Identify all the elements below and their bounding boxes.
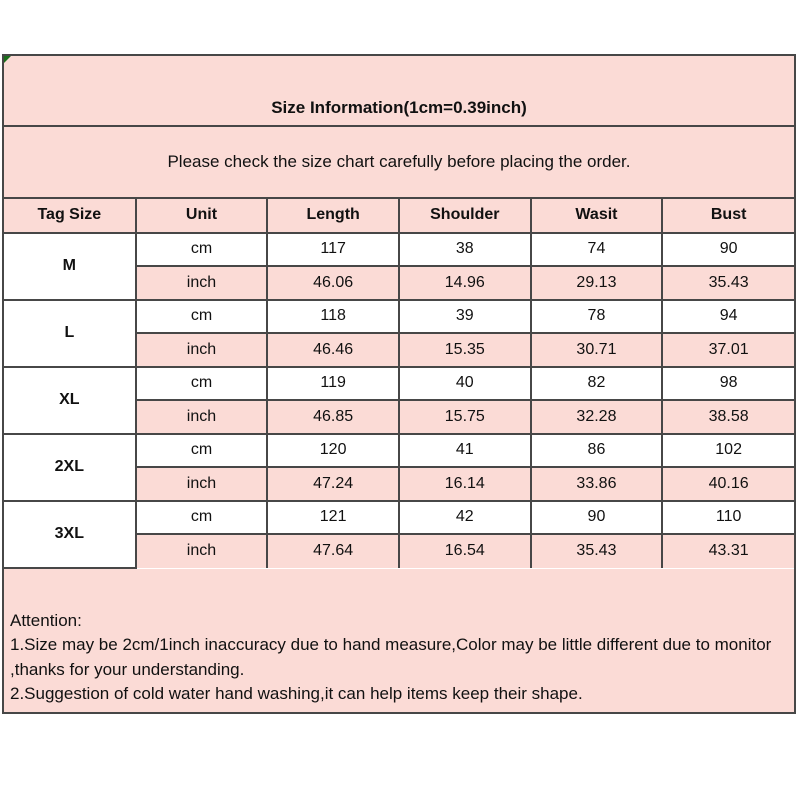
value-cell: 15.75 — [399, 400, 531, 434]
unit-cell: cm — [136, 501, 268, 535]
table-row-m-cm — [4, 233, 794, 267]
col-header-tag-size: Tag Size — [4, 199, 136, 233]
value-cell: 90 — [662, 233, 794, 267]
col-header-unit: Unit — [136, 199, 268, 233]
attention-note-1: 1.Size may be 2cm/1inch inaccuracy due to hand measure,Color may be little different due to monitor ,thanks for your understanding. — [10, 635, 772, 679]
value-cell: 42 — [399, 501, 531, 535]
value-cell: 78 — [531, 300, 663, 334]
value-cell: 35.43 — [662, 266, 794, 300]
value-cell: 117 — [267, 233, 399, 267]
unit-cell: inch — [136, 333, 268, 367]
value-cell: 102 — [662, 434, 794, 468]
size-label-m: M — [4, 233, 136, 300]
unit-cell: inch — [136, 400, 268, 434]
subtitle: Please check the size chart carefully before placing the order. — [167, 152, 631, 171]
size-label-xl: XL — [4, 367, 136, 434]
value-cell: 39 — [399, 300, 531, 334]
value-cell: 37.01 — [662, 333, 794, 367]
value-cell: 38 — [399, 233, 531, 267]
unit-cell: inch — [136, 467, 268, 501]
size-label-3xl: 3XL — [4, 501, 136, 568]
unit-cell: inch — [136, 534, 268, 568]
value-cell: 90 — [531, 501, 663, 535]
unit-cell: cm — [136, 233, 268, 267]
table-row-3xl-cm — [4, 501, 794, 535]
unit-cell: cm — [136, 367, 268, 401]
table-row-xl-cm — [4, 367, 794, 401]
value-cell: 32.28 — [531, 400, 663, 434]
value-cell: 47.24 — [267, 467, 399, 501]
subtitle-section — [4, 127, 794, 199]
value-cell: 14.96 — [399, 266, 531, 300]
value-cell: 110 — [662, 501, 794, 535]
value-cell: 41 — [399, 434, 531, 468]
value-cell: 119 — [267, 367, 399, 401]
attention-heading: Attention: — [10, 610, 82, 630]
size-label-2xl: 2XL — [4, 434, 136, 501]
value-cell: 118 — [267, 300, 399, 334]
table-row-l-cm — [4, 300, 794, 334]
unit-cell: inch — [136, 266, 268, 300]
value-cell: 15.35 — [399, 333, 531, 367]
col-header-bust: Bust — [662, 199, 794, 233]
value-cell: 38.58 — [662, 400, 794, 434]
value-cell: 30.71 — [531, 333, 663, 367]
value-cell: 33.86 — [531, 467, 663, 501]
value-cell: 35.43 — [531, 534, 663, 568]
size-label-l: L — [4, 300, 136, 367]
value-cell: 40 — [399, 367, 531, 401]
value-cell: 86 — [531, 434, 663, 468]
unit-cell: cm — [136, 434, 268, 468]
size-table-head — [4, 199, 794, 233]
value-cell: 46.06 — [267, 266, 399, 300]
attention-note-2: 2.Suggestion of cold water hand washing,it can help items keep their shape. — [10, 684, 583, 703]
size-table — [4, 199, 794, 569]
value-cell: 16.14 — [399, 467, 531, 501]
value-cell: 94 — [662, 300, 794, 334]
value-cell: 29.13 — [531, 266, 663, 300]
value-cell: 43.31 — [662, 534, 794, 568]
value-cell: 120 — [267, 434, 399, 468]
col-header-waist: Wasit — [531, 199, 663, 233]
size-table-body — [4, 233, 794, 568]
value-cell: 46.46 — [267, 333, 399, 367]
title-section — [4, 56, 794, 127]
value-cell: 98 — [662, 367, 794, 401]
table-header-row — [4, 199, 794, 233]
page-title: Size Information(1cm=0.39inch) — [271, 98, 527, 117]
value-cell: 82 — [531, 367, 663, 401]
col-header-length: Length — [267, 199, 399, 233]
value-cell: 74 — [531, 233, 663, 267]
value-cell: 46.85 — [267, 400, 399, 434]
value-cell: 121 — [267, 501, 399, 535]
unit-cell: cm — [136, 300, 268, 334]
attention-section — [4, 569, 794, 712]
value-cell: 40.16 — [662, 467, 794, 501]
col-header-shoulder: Shoulder — [399, 199, 531, 233]
table-row-2xl-cm — [4, 434, 794, 468]
value-cell: 47.64 — [267, 534, 399, 568]
value-cell: 16.54 — [399, 534, 531, 568]
size-chart-sheet — [2, 54, 796, 714]
